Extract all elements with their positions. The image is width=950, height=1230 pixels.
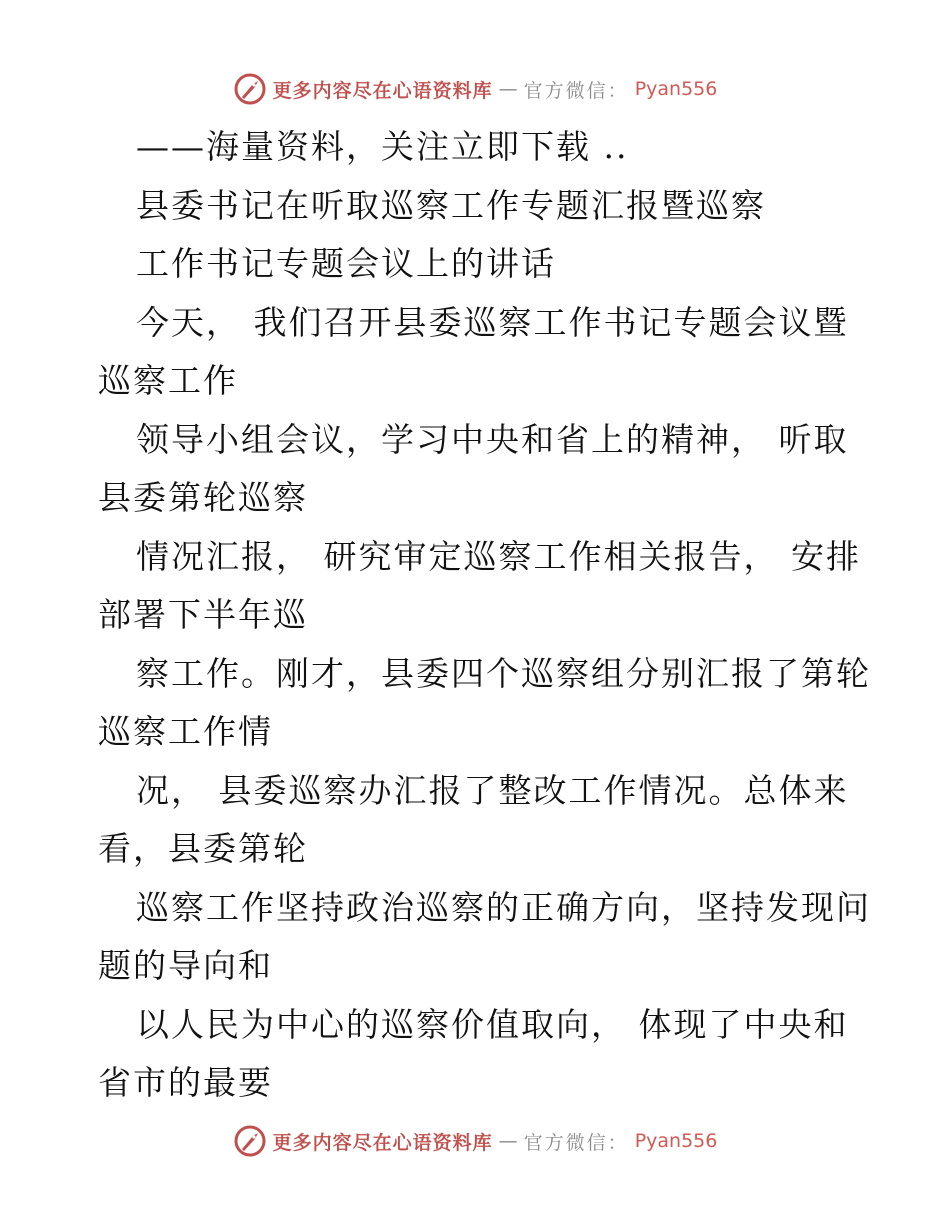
document-line: 工作书记专题会议上的讲话 xyxy=(136,244,556,283)
document-line: 县委书记在听取巡察工作专题汇报暨巡察 xyxy=(136,185,766,225)
watermark-label: 官方微信： xyxy=(523,79,629,102)
document-line: 以人民为中心的巡察价值取向， 体现了中央和 xyxy=(136,1004,849,1044)
watermark-wechat-id: Pyan556 xyxy=(634,78,718,100)
pen-nib-logo-icon xyxy=(233,1124,267,1158)
document-line: 县委第轮巡察 xyxy=(98,478,308,517)
document-line: 巡察工作情 xyxy=(98,712,273,751)
document-line: 题的导向和 xyxy=(98,946,273,985)
pen-nib-logo-icon xyxy=(233,72,267,106)
watermark-dash: — xyxy=(498,1130,518,1152)
document-line: 省市的最要 xyxy=(98,1063,273,1102)
header-watermark xyxy=(0,72,950,106)
footer-watermark xyxy=(0,1124,950,1158)
document-line: 看，县委第轮 xyxy=(98,829,308,868)
watermark-brand: 更多内容尽在心语资料库 xyxy=(272,1131,493,1154)
document-line: 察工作。刚才，县委四个巡察组分别汇报了第轮 xyxy=(136,653,871,693)
document-body xyxy=(98,118,898,1113)
document-line: 情况汇报， 研究审定巡察工作相关报告， 安排 xyxy=(136,536,861,576)
document-line: 巡察工作坚持政治巡察的正确方向，坚持发现问 xyxy=(136,887,871,927)
document-line: 今天， 我们召开县委巡察工作书记专题会议暨 xyxy=(136,302,849,342)
document-line: 况， 县委巡察办汇报了整改工作情况。总体来 xyxy=(136,770,849,810)
watermark-dash: — xyxy=(498,78,518,100)
document-line: 巡察工作 xyxy=(98,361,238,400)
document-line: 部署下半年巡 xyxy=(98,595,308,634)
watermark-brand: 更多内容尽在心语资料库 xyxy=(272,79,493,102)
watermark-label: 官方微信： xyxy=(523,1131,629,1154)
document-line: 领导小组会议，学习中央和省上的精神， 听取 xyxy=(136,419,849,459)
document-line: ——海量资料，关注立即下载 .. xyxy=(136,127,629,166)
watermark-wechat-id: Pyan556 xyxy=(634,1130,718,1152)
